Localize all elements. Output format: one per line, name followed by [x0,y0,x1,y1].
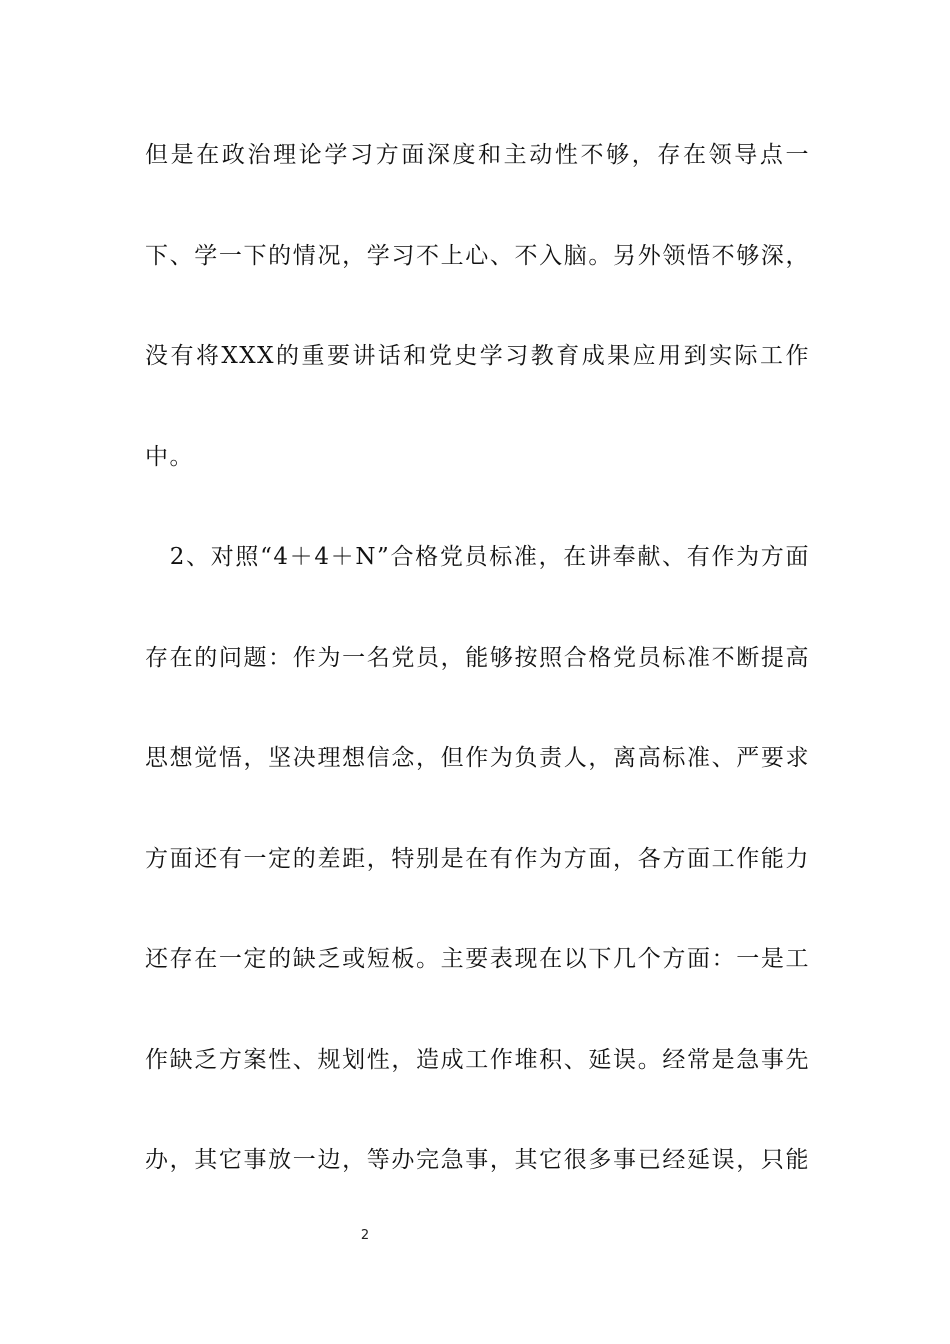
text-line: 存在的问题：作为一名党员，能够按照合格党员标准不断提高 [145,644,810,671]
paragraph-start-line: 2、对照“4＋4＋N”合格党员标准，在讲奉献、有作为方面 [145,544,810,570]
page-number: 2 [360,1228,370,1243]
text-line: 方面还有一定的差距，特别是在有作为方面，各方面工作能力 [145,845,810,872]
text-line: 下、学一下的情况，学习不上心、不入脑。另外领悟不够深， [145,242,810,269]
text-line: 办，其它事放一边，等办完急事，其它很多事已经延误，只能 [145,1147,810,1173]
text-line: 但是在政治理论学习方面深度和主动性不够，存在领导点一 [145,142,810,168]
body-text [145,130,810,1236]
text-line: 思想觉悟，坚决理想信念，但作为负责人，离高标准、严要求 [145,745,810,771]
text-line: 还存在一定的缺乏或短板。主要表现在以下几个方面：一是工 [145,946,810,972]
text-line: 中。 [145,443,194,470]
text-line: 作缺乏方案性、规划性，造成工作堆积、延误。经常是急事先 [145,1046,810,1073]
text-line: 没有将XXX的重要讲话和党史学习教育成果应用到实际工作 [145,343,810,369]
